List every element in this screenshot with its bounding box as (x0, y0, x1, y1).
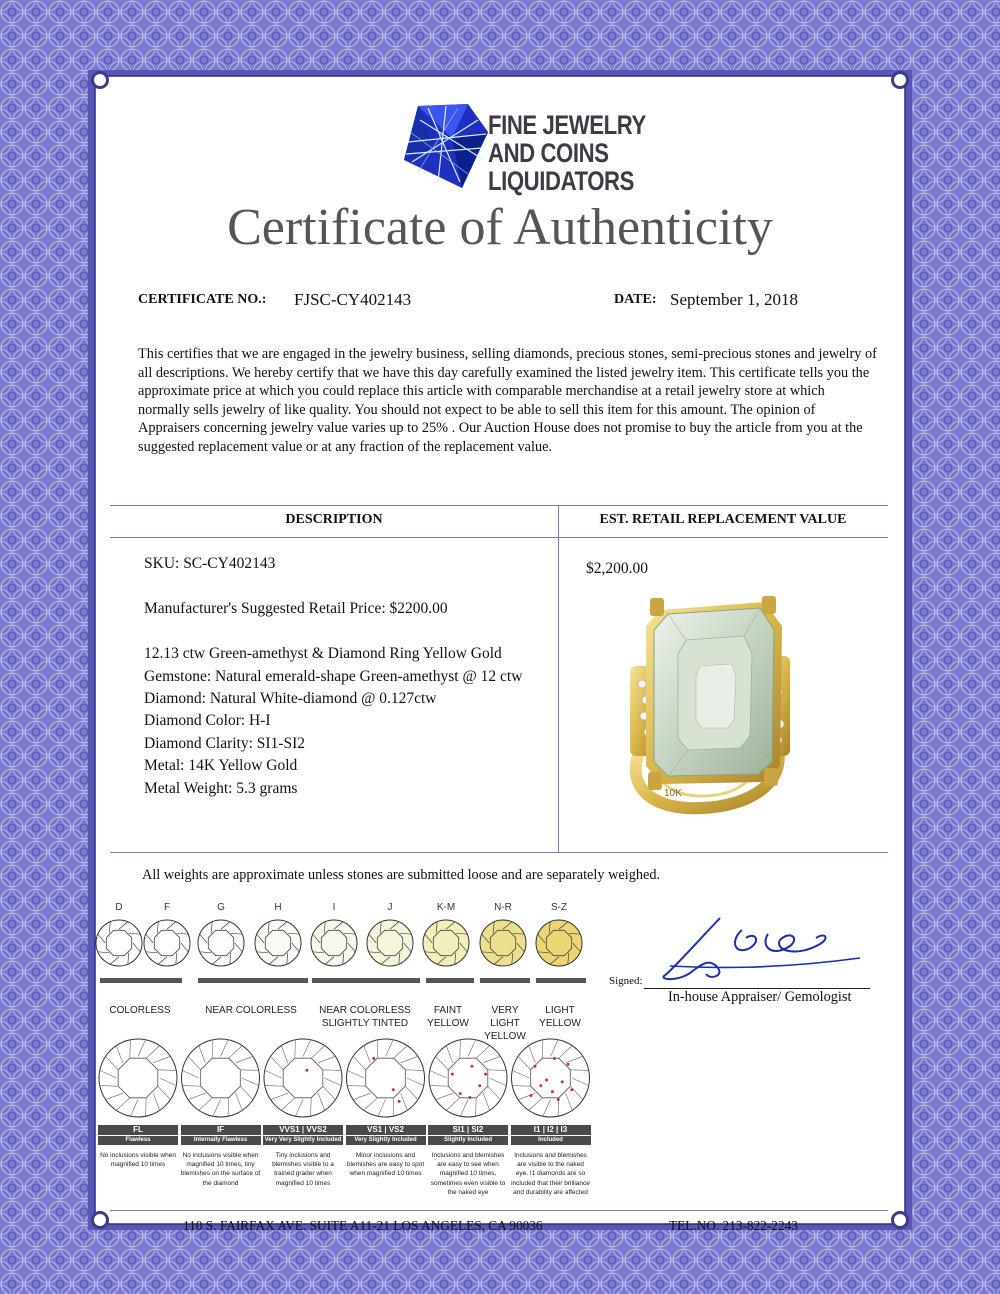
color-bracket-bar (426, 978, 474, 983)
clarity-grade-description: Minor inclusions and blemishes are easy to spot when magnified 10 times (346, 1152, 425, 1178)
clarity-grade-name: Included (511, 1136, 591, 1145)
clarity-grade-header (181, 1125, 261, 1145)
clarity-grade-name: Very Very Slightly Included (264, 1137, 342, 1143)
color-bracket-bar (198, 978, 308, 983)
clarity-scale-chart (98, 1036, 594, 1124)
color-grade-letter: K-M (436, 902, 456, 913)
color-category: FAINT YELLOW (427, 1005, 469, 1029)
table-top-rule (110, 505, 888, 506)
clarity-grade-label: SI1 | SI2 (428, 1125, 508, 1135)
clarity-grade-label: IF (181, 1125, 261, 1135)
clarity-grade-label: VVS1 | VVS2 (263, 1125, 343, 1135)
color-grade-diamond (367, 920, 413, 966)
detail-line: Metal: 14K Yellow Gold (144, 757, 298, 774)
clarity-grade-description: Inclusions and blemishes are visible to the naked eye. I1 diamonds are so included that their brilliance and durability are affected (511, 1152, 590, 1196)
clarity-grade-header (346, 1125, 426, 1145)
clarity-grade-diamond (264, 1039, 342, 1117)
color-grade-diamond (144, 920, 190, 966)
clarity-grade-name: Very Slightly Included (346, 1136, 426, 1145)
clarity-grade-header (511, 1125, 591, 1145)
certificate-number: FJSC-CY402143 (294, 290, 412, 309)
color-bracket-bar (312, 978, 420, 983)
certificate-title: Certificate of Authenticity (227, 199, 773, 256)
color-grade-letter: N-R (494, 902, 512, 913)
color-category: LIGHT YELLOW (539, 1005, 581, 1029)
certificate-number-label: CERTIFICATE NO.: (138, 292, 267, 307)
clarity-grade-diamond (182, 1039, 260, 1117)
color-grade-letter: G (217, 902, 225, 913)
date-label: DATE: (614, 292, 657, 307)
color-bracket-bar (100, 978, 182, 983)
clarity-grade-header (98, 1125, 178, 1145)
clarity-grade-label: VS1 | VS2 (346, 1125, 426, 1135)
color-grade-letter: D (115, 902, 123, 913)
brand-line-3: LIQUIDATORS (488, 166, 634, 196)
color-grade-diamond (480, 920, 526, 966)
value-header: EST. RETAIL REPLACEMENT VALUE (599, 512, 847, 527)
clarity-grade-label: FL (98, 1125, 178, 1135)
clarity-grade-name: Internally Flawless (181, 1136, 261, 1145)
color-grade-letter: J (387, 902, 393, 913)
clarity-grade-diamond (99, 1039, 177, 1117)
color-grade-diamond (311, 920, 357, 966)
color-grade-diamond (536, 920, 582, 966)
ring-image (612, 596, 802, 816)
weights-note: All weights are approximate unless stones are submitted loose and are separately weighed. (142, 867, 661, 883)
certification-statement: This certifies that we are engaged in the jewelry business, selling diamonds, precious stones, semi-precious stones and jewelry of all descriptions. We hereby certify that we have this day carefully examined the listed jewelry item. This certificate tells you the approximate price at which you could replace this article with comparable merchandise at a retail jewelry store at which normally sells jewelry of like quality. You should not expect to be able to sell this item for this amount. The opinion of Appraisers concerning jewelry value varies up to 25% . Our Auction House does not promise to buy the article from you at the suggested replacement value or at any fraction of the replacement value. (138, 346, 877, 455)
clarity-grade-label: I1 | I2 | I3 (511, 1125, 591, 1135)
color-scale-chart (90, 915, 600, 995)
detail-line: 12.13 ctw Green-amethyst & Diamond Ring Yellow Gold (144, 645, 502, 662)
color-category: NEAR COLORLESS SLIGHTLY TINTED (319, 1005, 411, 1029)
detail-line: Diamond Clarity: SI1-SI2 (144, 735, 306, 752)
color-grade-letter: S-Z (550, 902, 568, 913)
clarity-grade-description: No inclusions visible when magnified 10 times (100, 1152, 176, 1169)
color-category: COLORLESS (109, 1005, 171, 1016)
color-category: VERY LIGHT YELLOW (484, 1005, 526, 1042)
clarity-grade-description: Inclusions and blemishes are easy to see when magnified 10 times, sometimes even visible to the naked eye (430, 1152, 506, 1196)
description-header: DESCRIPTION (285, 512, 383, 527)
color-grade-letter: F (163, 902, 171, 913)
signed-label: Signed: (609, 975, 643, 987)
color-bracket-bar (536, 978, 586, 983)
clarity-grade-name: Flawless (98, 1136, 178, 1145)
clarity-grade-description: No inclusions visible when magnified 10 times, tiny blemishes on the surface of the diamond (180, 1152, 261, 1187)
clarity-grade-diamond (429, 1039, 507, 1117)
clarity-grade-description: Tiny inclusions and blemishes visible to a trained grader when magnified 10 times (272, 1152, 334, 1187)
brand-line-2: AND COINS (488, 138, 609, 168)
color-grade-diamond (198, 920, 244, 966)
sku: SKU: SC-CY402143 (144, 555, 276, 572)
detail-line: Gemstone: Natural emerald-shape Green-amethyst @ 12 ctw (144, 668, 523, 685)
certificate-date: September 1, 2018 (670, 290, 798, 309)
color-grade-diamond (423, 920, 469, 966)
brand-line-1: FINE JEWELRY (488, 110, 646, 140)
detail-line: Diamond: Natural White-diamond @ 0.127ctw (144, 690, 437, 707)
appraiser-signature (650, 910, 870, 988)
color-grade-letter: H (274, 902, 282, 913)
table-bottom-rule (110, 852, 888, 853)
detail-line: Metal Weight: 5.3 grams (144, 780, 298, 797)
footer-rule (110, 1210, 888, 1211)
footer-address: 110 S. FAIRFAX AVE. SUITE A11-21 LOS ANGELES, CA 90036 (183, 1218, 543, 1233)
replacement-value: $2,200.00 (586, 560, 648, 577)
color-grade-diamond (255, 920, 301, 966)
ring-stamp: 10K (664, 788, 682, 799)
detail-line: Diamond Color: H-I (144, 712, 271, 729)
color-grade-letter: I (332, 902, 336, 913)
table-header-rule (110, 537, 888, 538)
appraiser-role: In-house Appraiser/ Gemologist (668, 989, 852, 1005)
clarity-grade-diamond (512, 1039, 590, 1117)
color-bracket-bar (480, 978, 530, 983)
diamond-logo-icon (398, 102, 490, 192)
clarity-grade-header (428, 1125, 508, 1145)
footer-phone: TEL.NO. 213-822-2243 (669, 1218, 798, 1233)
table-column-divider (558, 505, 559, 852)
clarity-grade-diamond (347, 1039, 425, 1117)
clarity-grade-header (263, 1125, 343, 1145)
clarity-grade-name: Slightly Included (428, 1136, 508, 1145)
color-grade-diamond (96, 920, 142, 966)
color-category: NEAR COLORLESS (205, 1005, 297, 1016)
msrp: Manufacturer's Suggested Retail Price: $2200.00 (144, 600, 448, 617)
